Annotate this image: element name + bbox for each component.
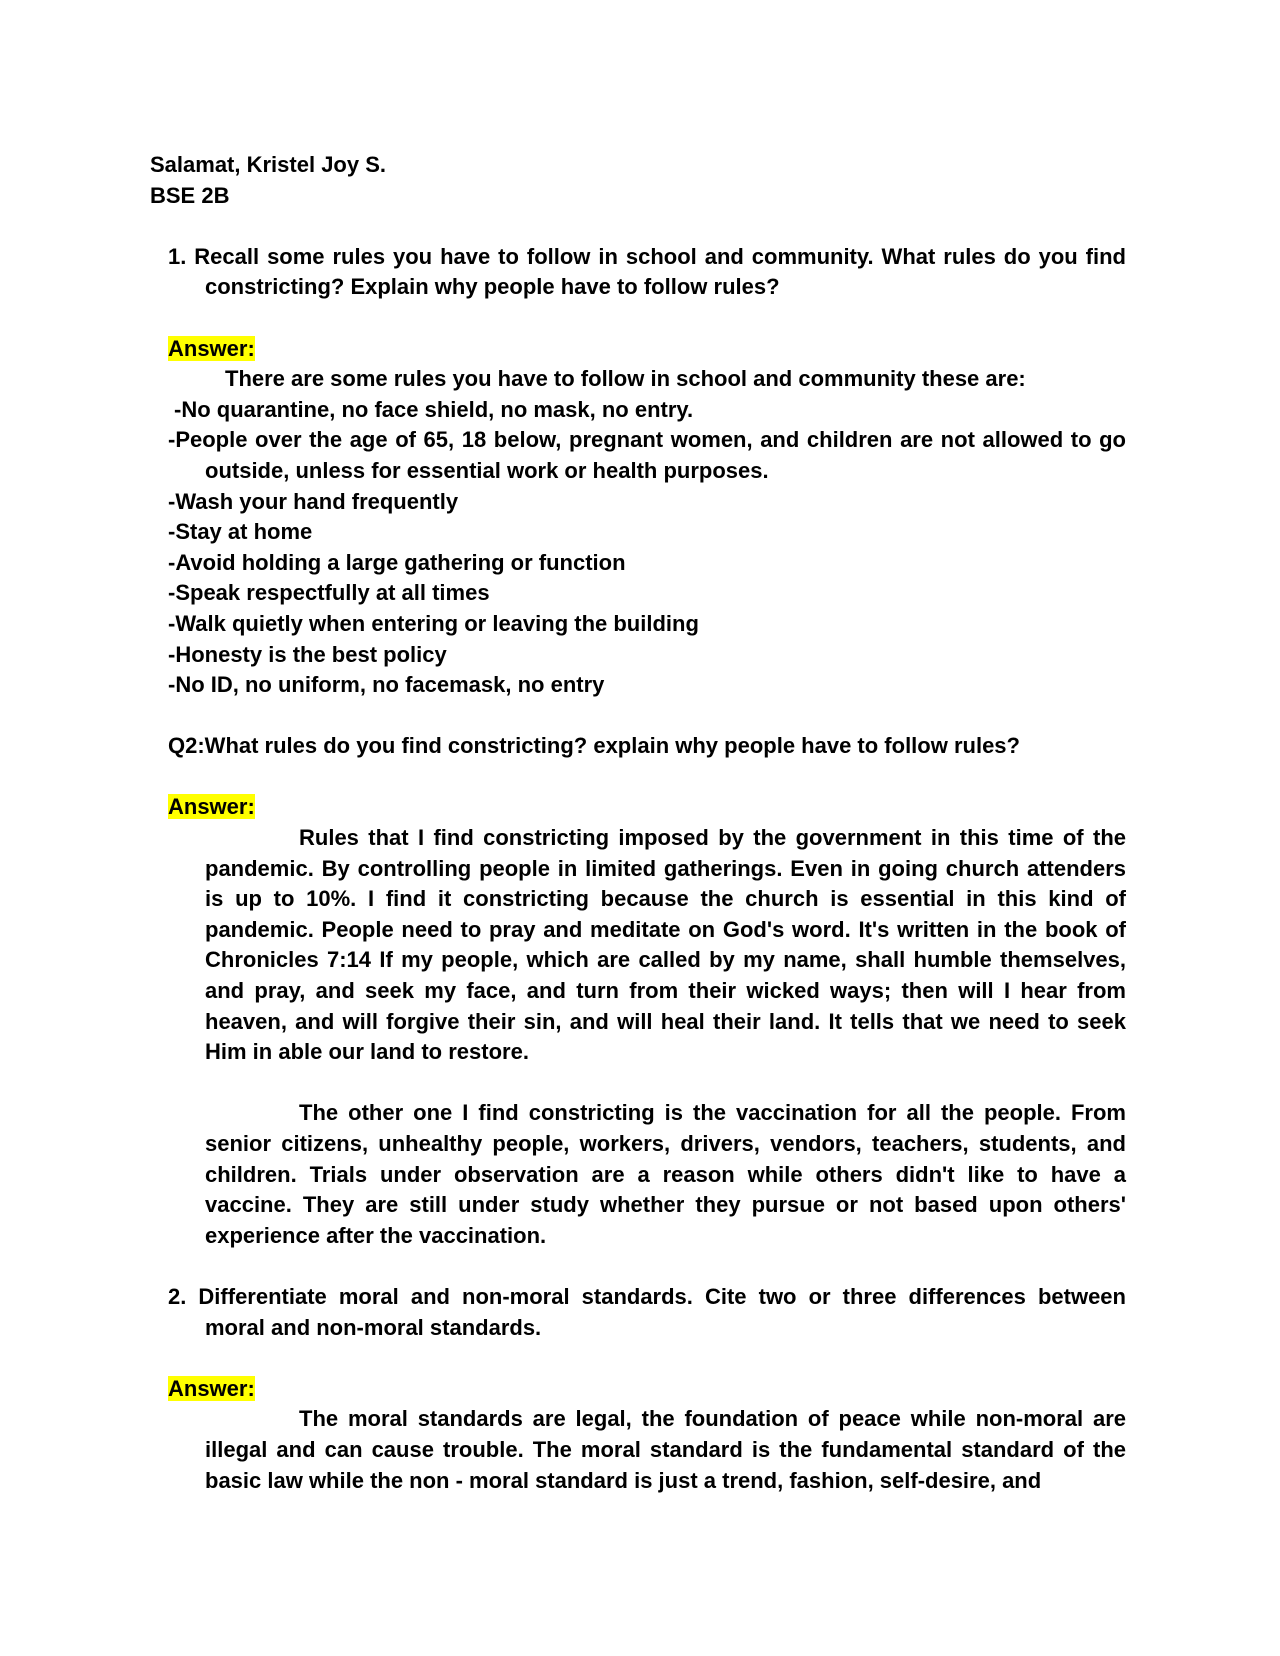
answer-label-3 <box>168 1374 1126 1405</box>
spacer <box>150 1251 1126 1282</box>
answer-label-1 <box>168 334 1126 365</box>
question-1: 1. Recall some rules you have to follow in school and community. What rules do you find constricting? Explain why people have to follow rules? <box>168 243 1126 300</box>
answer-1-intro: There are some rules you have to follow in school and community these are: <box>225 366 1026 392</box>
spacer <box>150 762 1126 793</box>
question-3: 2. Differentiate moral and non-moral standards. Cite two or three differences between moral and non-moral standards. <box>168 1283 1126 1340</box>
student-section: BSE 2B <box>150 182 230 208</box>
rule-item: -Wash your hand frequently <box>168 488 459 514</box>
spacer <box>150 1343 1126 1374</box>
spacer <box>150 211 1126 242</box>
rule-item: -No ID, no uniform, no facemask, no entry <box>168 672 605 698</box>
highlighted-answer-label: Answer: <box>168 335 255 361</box>
answer-label-2 <box>168 792 1126 823</box>
answer-2-paragraph-1: Rules that I find constricting imposed by the government in this time of the pandemic. By controlling people in limited gatherings. Even in going church attenders is up to 10%. I find it constricting because the church is essential in this kind of pandemic. People need to pray and meditate on God's word. It's written in the book of Chronicles 7:14 If my people, which are called by my name, shall humble themselves, and pray, and seek my face, and turn from their wicked ways; then will I hear from heaven, and will forgive their sin, and will heal their land. It tells that we need to seek Him in able our land to restore. <box>205 825 1126 1065</box>
spacer <box>150 303 1126 334</box>
answer-2-paragraph-2: The other one I find constricting is the vaccination for all the people. From senior citizens, unhealthy people, workers, drivers, vendors, teachers, students, and children. Trials under observation are a reason while others didn't like to have a vaccine. They are still under study whether they pursue or not based upon others' experience after the vaccination. <box>205 1100 1126 1248</box>
spacer <box>150 1068 1126 1099</box>
student-name: Salamat, Kristel Joy S. <box>150 152 386 177</box>
rule-item: -Speak respectfully at all times <box>168 580 490 606</box>
rule-item: -Walk quietly when entering or leaving the building <box>168 610 699 636</box>
rule-item: -Avoid holding a large gathering or function <box>168 549 626 575</box>
rule-item: -Stay at home <box>168 519 313 545</box>
highlighted-answer-label: Answer: <box>168 1375 255 1401</box>
answer-3-paragraph-1: The moral standards are legal, the foundation of peace while non-moral are illegal and can cause trouble. The moral standard is the fundamental standard of the basic law while the non - moral standard is just a trend, fashion, self-desire, and <box>205 1406 1126 1493</box>
rule-item: -People over the age of 65, 18 below, pregnant women, and children are not allowed to go outside, unless for essential work or health purposes. <box>168 427 1126 483</box>
rule-item: -Honesty is the best policy <box>168 641 447 667</box>
document-body <box>150 150 1126 1496</box>
highlighted-answer-label: Answer: <box>168 794 255 820</box>
question-2: Q2:What rules do you find constricting? explain why people have to follow rules? <box>168 733 1020 759</box>
spacer <box>150 701 1126 732</box>
rule-item: -No quarantine, no face shield, no mask, no entry. <box>174 396 694 422</box>
